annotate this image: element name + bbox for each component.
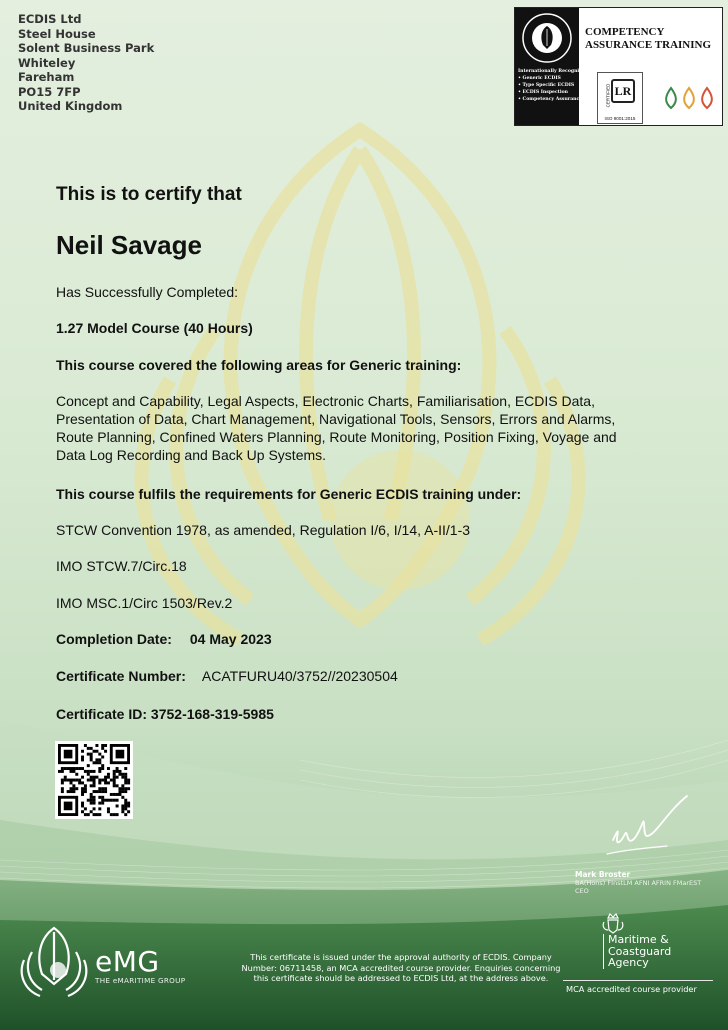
- watermark-globe: [330, 450, 470, 590]
- address-line: Fareham: [18, 70, 75, 84]
- certificate-number-row: [56, 668, 398, 684]
- requirement-item: IMO STCW.7/Circ.18: [56, 558, 187, 574]
- certificate-id-value: 3752-168-319-5985: [150, 706, 274, 722]
- colour-drops-icon: [662, 86, 716, 112]
- certificate-number-value: ACATFURU40/3752//20230504: [201, 668, 398, 684]
- ecdis-accreditation-seal-icon: [521, 12, 573, 64]
- certificate-id-row: [56, 706, 274, 722]
- mca-line: Coastguard: [608, 944, 672, 958]
- covered-line: Concept and Capability, Legal Aspects, Electronic Charts, Familiarisation, ECDIS Data,: [56, 393, 595, 409]
- cat-title: [585, 26, 711, 52]
- address-line: Whiteley: [18, 55, 76, 70]
- fulfils-heading: This course fulfils the requirements for Generic ECDIS training under:: [56, 486, 522, 502]
- lr-iso-badge: [597, 72, 643, 124]
- completion-date-value: 04 May 2023: [189, 631, 272, 647]
- course-name: 1.27 Model Course (40 Hours): [56, 320, 253, 336]
- cat-title-line: ASSURANCE TRAINING: [585, 39, 712, 51]
- covered-heading: This course covered the following areas for Generic training:: [56, 357, 462, 373]
- emg-name: eMG: [95, 945, 160, 978]
- covered-line: Route Planning, Confined Waters Planning, Route Monitoring, Position Fixing, Voyage and: [56, 429, 617, 445]
- cat-title-line: COMPETENCY: [585, 26, 665, 38]
- emg-wordmark: [95, 945, 186, 985]
- mca-line: Agency: [608, 956, 649, 969]
- trainer-item: • Competency Assurance: [518, 97, 583, 102]
- issuer-address: [18, 12, 154, 114]
- address-line: United Kingdom: [18, 99, 123, 113]
- signature-graphic: [605, 792, 691, 862]
- signatory-role: CEO: [575, 887, 589, 895]
- certificate-id-label: Certificate ID:: [56, 706, 148, 722]
- certified-label: CERTIFIED: [605, 83, 611, 108]
- emg-subtitle: THE eMARITIME GROUP: [95, 976, 186, 985]
- trainer-item: • Type Specific ECDIS: [518, 83, 575, 88]
- recipient-name: Neil Savage: [56, 230, 202, 260]
- address-line: Steel House: [18, 26, 96, 41]
- covered-line: Data Log Recording and Back Up Systems.: [56, 447, 327, 463]
- lr-logo: LR: [611, 79, 635, 103]
- completed-label: Has Successfully Completed:: [56, 284, 239, 300]
- trainers-heading: Internationally Recognised Trainers:: [518, 69, 613, 74]
- mca-divider: [563, 980, 713, 981]
- signatory-block: [575, 870, 701, 895]
- iso-label: ISO 9001:2015: [604, 116, 636, 121]
- completion-date-row: [56, 631, 272, 647]
- mca-line: Maritime &: [608, 933, 669, 946]
- signatory-qualifications: BA(Hons) FInstLM AFNI AFRIN FMarEST: [575, 879, 702, 887]
- covered-areas: [56, 392, 656, 464]
- signatory-name: Mark Broster: [575, 870, 631, 879]
- mca-name: [603, 934, 671, 969]
- certificate-number-label: Certificate Number:: [56, 668, 186, 684]
- accreditation-box: [514, 7, 723, 126]
- address-line: Solent Business Park: [18, 41, 155, 55]
- emg-emblem-icon: [18, 922, 90, 1002]
- covered-line: Presentation of Data, Chart Management, Navigational Tools, Sensors, Errors and Alarms,: [56, 411, 616, 427]
- address-line: ECDIS Ltd: [18, 12, 82, 26]
- mca-caption: MCA accredited course provider: [566, 984, 697, 994]
- requirement-item: STCW Convention 1978, as amended, Regulation I/6, I/14, A-II/1-3: [56, 522, 471, 538]
- footer-note: This certificate is issued under the approval authority of ECDIS. Company Number: 06711458, an MCA accredited course provider. Enquiries concerning this certificate should be addressed to ECDIS Ltd, at the address above.: [241, 952, 561, 983]
- trainer-item: • ECDIS Inspection: [518, 90, 569, 95]
- completion-date-label: Completion Date:: [56, 631, 172, 647]
- certify-heading: This is to certify that: [56, 184, 242, 205]
- qr-code[interactable]: [55, 741, 133, 819]
- trainer-item: • Generic ECDIS: [518, 76, 561, 81]
- requirement-item: IMO MSC.1/Circ 1503/Rev.2: [56, 595, 233, 611]
- address-line: PO15 7FP: [18, 84, 81, 99]
